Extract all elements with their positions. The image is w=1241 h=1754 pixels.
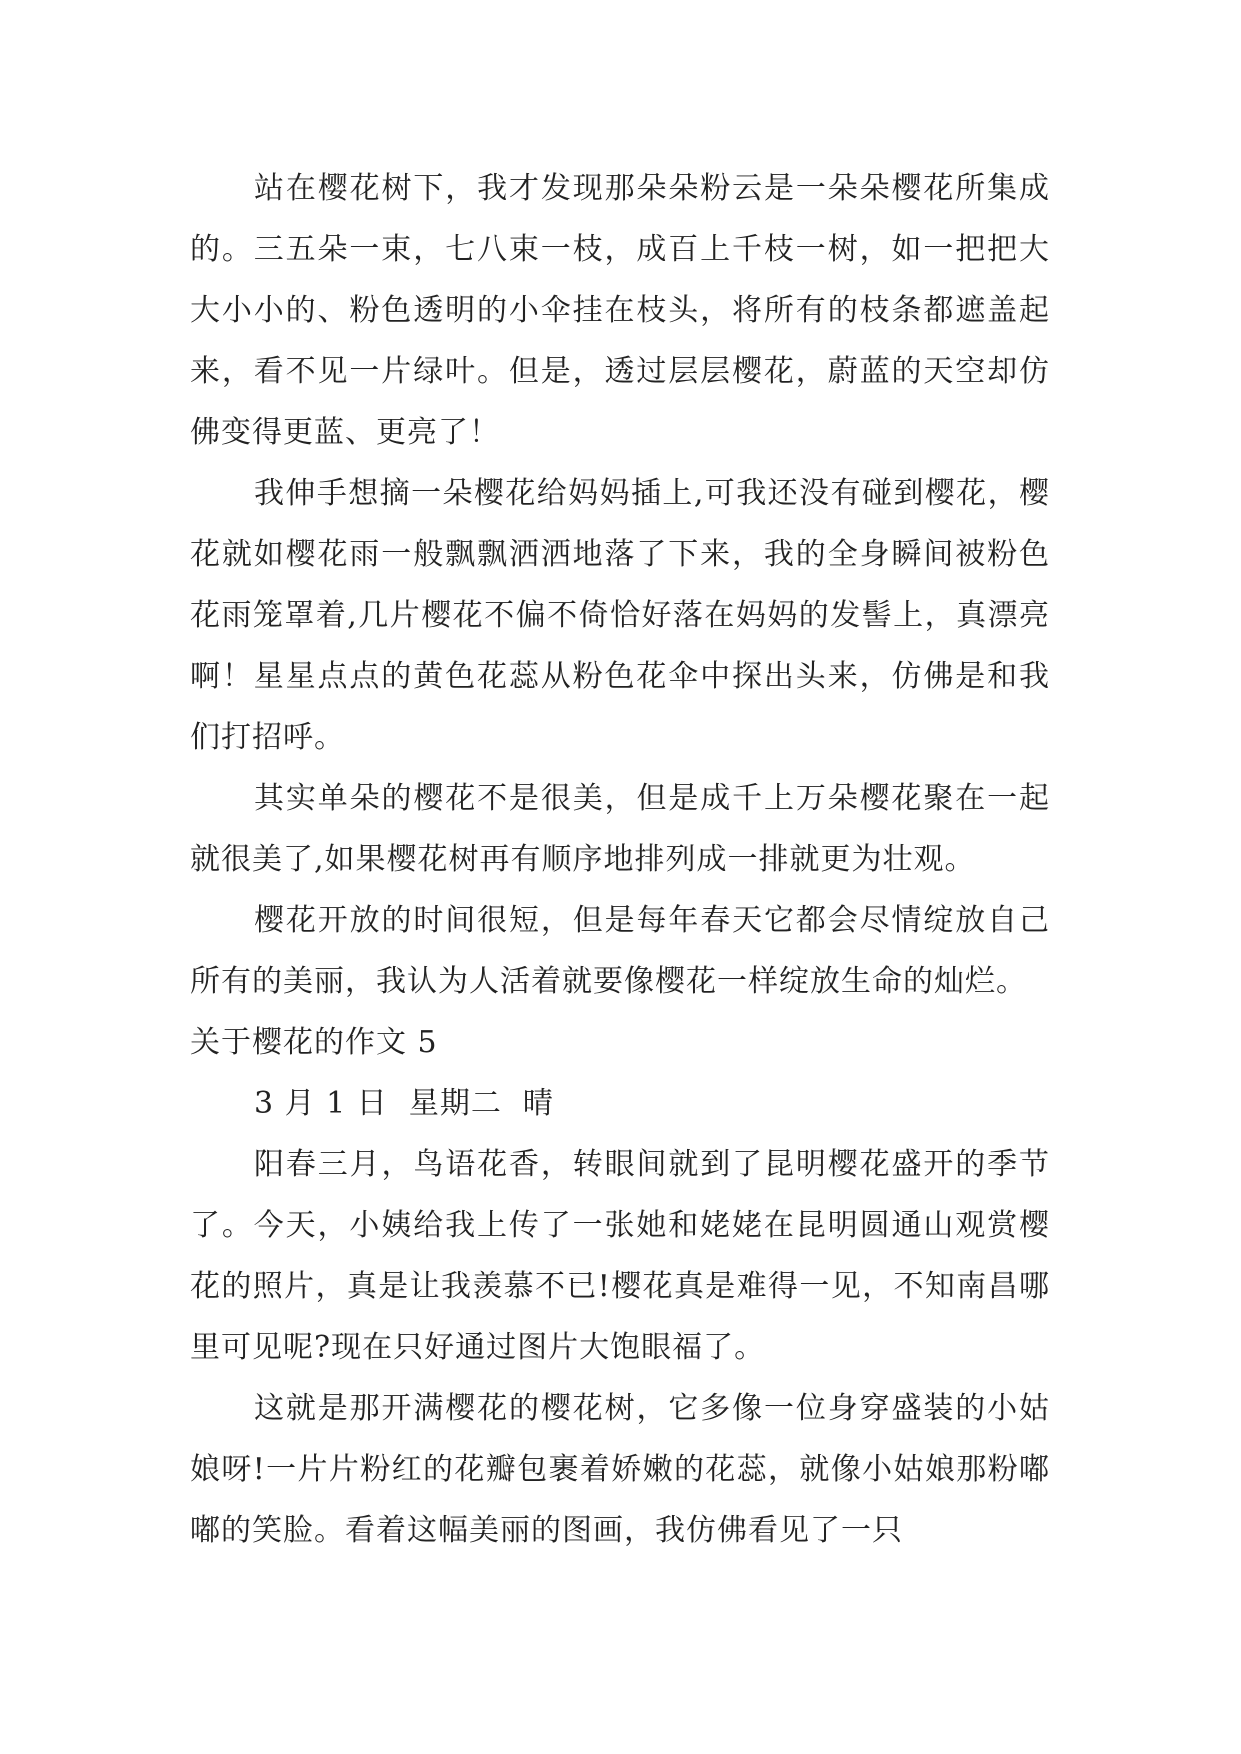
- paragraph-1: 站在樱花树下，我才发现那朵朵粉云是一朵朵樱花所集成的。三五朵一束，七八束一枝，成百上千枝一树，如一把把大大小小的、粉色透明的小伞挂在枝头，将所有的枝条都遮盖起来，看不见一片绿叶。但是，透过层层樱花，蔚蓝的天空却仿佛变得更蓝、更亮了！: [190, 171, 1050, 450]
- paragraph-5: 阳春三月，鸟语花香，转眼间就到了昆明樱花盛开的季节了。今天，小姨给我上传了一张她和姥姥在昆明圆通山观赏樱花的照片，真是让我羡慕不已!樱花真是难得一见，不知南昌哪里可见呢?现在只好通过图片大饱眼福了。: [190, 1147, 1050, 1365]
- paragraph-4: 樱花开放的时间很短，但是每年春天它都会尽情绽放自己所有的美丽，我认为人活着就要像樱花一样绽放生命的灿烂。: [190, 903, 1050, 999]
- date-line: 3 月 1 日 星期二 晴: [254, 1086, 554, 1121]
- paragraph-2: 我伸手想摘一朵樱花给妈妈插上,可我还没有碰到樱花，樱花就如樱花雨一般飘飘洒洒地落了下来，我的全身瞬间被粉色花雨笼罩着,几片樱花不偏不倚恰好落在妈妈的发髻上，真漂亮啊！星星点点的黄色花蕊从粉色花伞中探出头来，仿佛是和我们打招呼。: [190, 476, 1050, 755]
- paragraph-6: 这就是那开满樱花的樱花树，它多像一位身穿盛装的小姑娘呀!一片片粉红的花瓣包裹着娇嫩的花蕊，就像小姑娘那粉嘟嘟的笑脸。看着这幅美丽的图画，我仿佛看见了一只: [190, 1391, 1050, 1548]
- section-heading: 关于樱花的作文 5: [190, 1025, 438, 1060]
- document-body: [190, 158, 1050, 1561]
- paragraph-3: 其实单朵的樱花不是很美，但是成千上万朵樱花聚在一起就很美了,如果樱花树再有顺序地排列成一排就更为壮观。: [190, 781, 1050, 877]
